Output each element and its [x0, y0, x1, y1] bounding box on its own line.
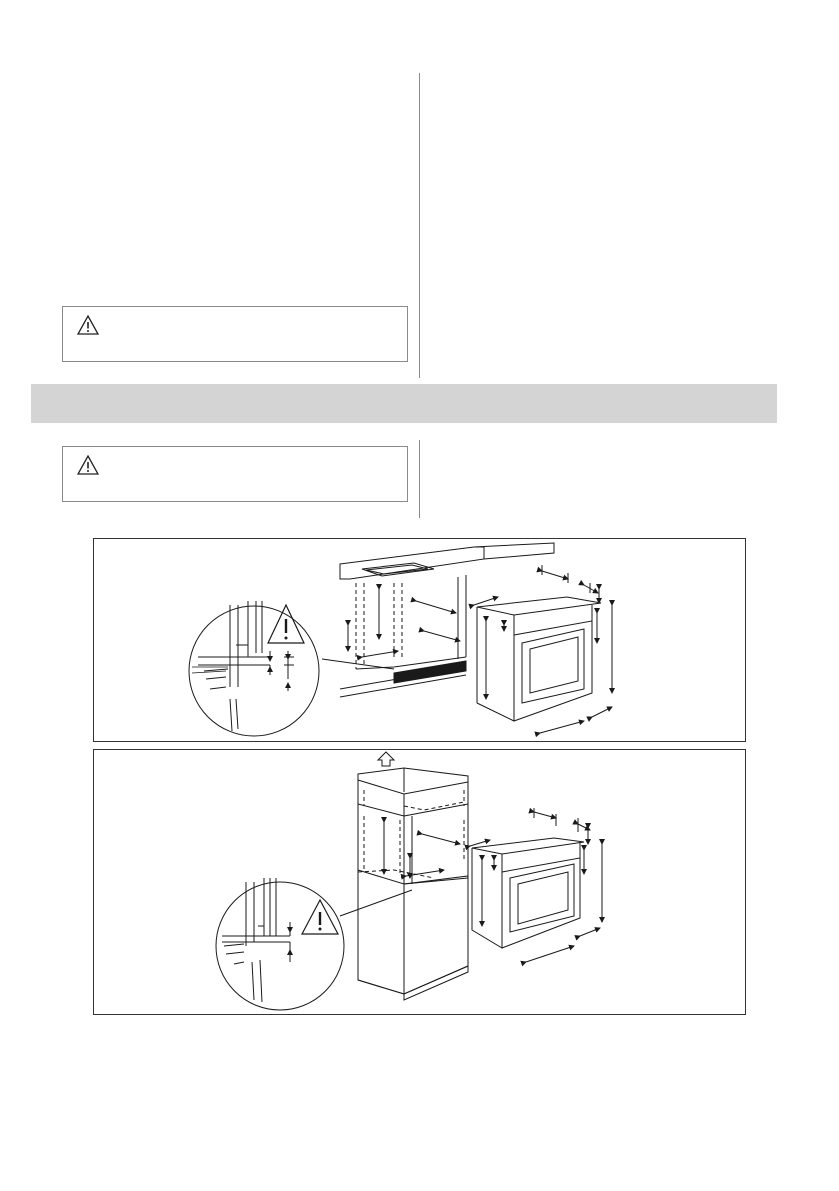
warning-triangle-icon: [319, 912, 322, 931]
warning-triangle-icon: [285, 619, 288, 640]
column-divider-top: [419, 73, 420, 378]
warning-box-top: [62, 306, 408, 362]
warning-triangle-icon: [77, 455, 99, 475]
figure-column-cabinet: [93, 749, 746, 1015]
under-worktop-installation-drawing: [94, 539, 747, 743]
up-arrow-icon: [378, 752, 394, 766]
column-cabinet-installation-drawing: [94, 750, 747, 1016]
column-divider-middle: [419, 440, 420, 518]
warning-triangle-icon: [77, 315, 99, 335]
section-heading-band: [31, 384, 777, 423]
figure-under-worktop: [93, 538, 746, 742]
warning-box-middle: [62, 446, 408, 502]
